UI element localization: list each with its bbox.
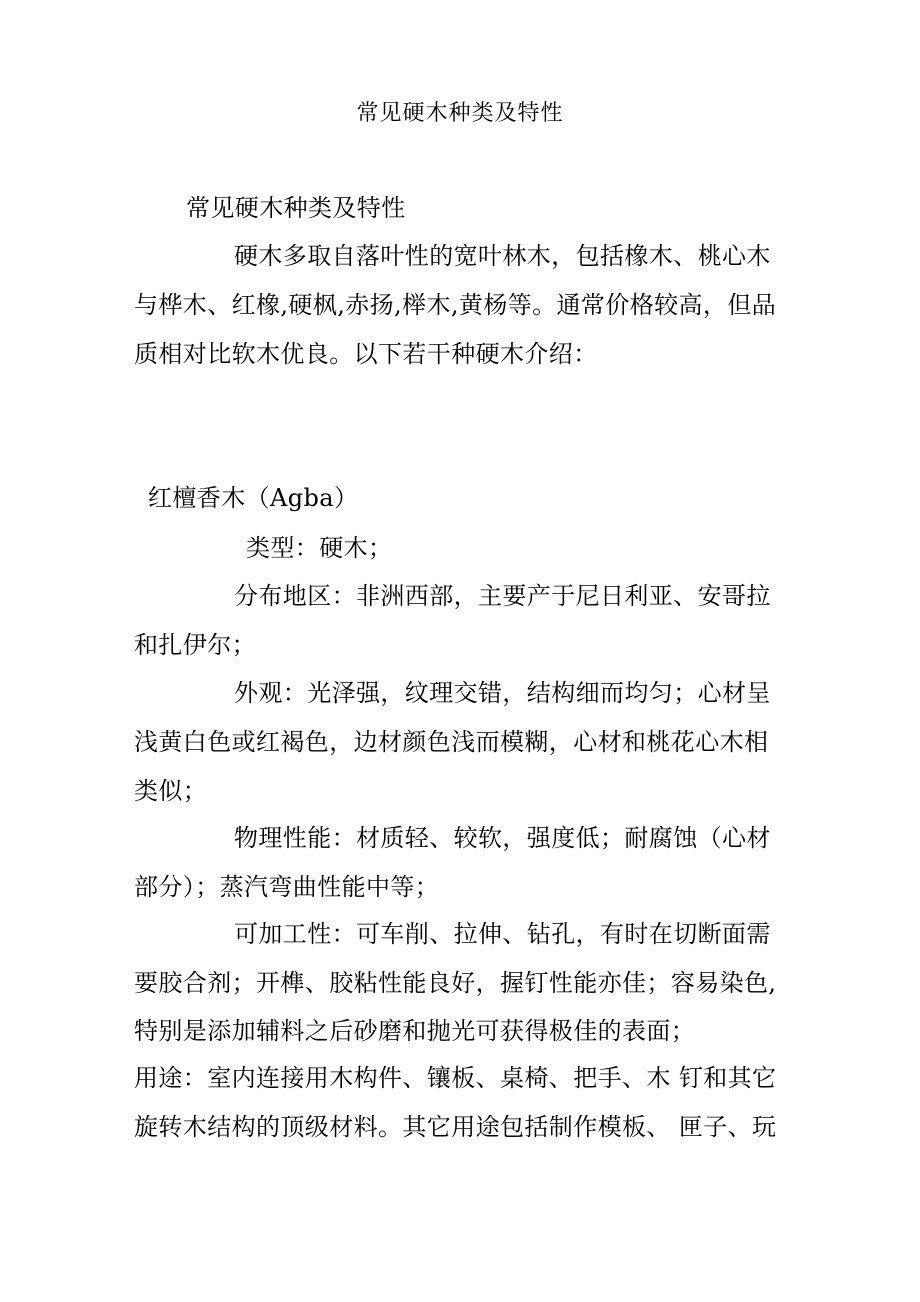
uses-line-1: 用途：室内连接用木构件、镶板、桌椅、把手、木 钉和其它 bbox=[134, 1064, 777, 1092]
workability-line-3: 特别是添加辅料之后砂磨和抛光可获得极佳的表面； bbox=[134, 1017, 696, 1045]
physical-line-1: 物理性能：材质轻、较软，强度低；耐腐蚀（心材 bbox=[234, 824, 771, 852]
wood-name-heading: 红檀香木（Agba） bbox=[148, 484, 359, 512]
appearance-line-1: 外观：光泽强，纹理交错，结构细而均匀；心材呈 bbox=[234, 679, 771, 707]
intro-line-3: 质相对比软木优良。以下若干种硬木介绍： bbox=[134, 340, 598, 368]
intro-line-1: 硬木多取自落叶性的宽叶林木，包括橡木、桃心木 bbox=[234, 242, 771, 270]
appearance-line-3: 类似； bbox=[134, 777, 208, 805]
section-heading: 常见硬木种类及特性 bbox=[186, 194, 406, 222]
workability-line-1: 可加工性：可车削、拉伸、钻孔，有时在切断面需 bbox=[234, 920, 771, 948]
workability-line-2: 要胶合剂；开榫、胶粘性能良好，握钉性能亦佳；容易染色, bbox=[134, 969, 777, 997]
distribution-line-1: 分布地区：非洲西部，主要产于尼日利亚、安哥拉 bbox=[234, 582, 771, 610]
appearance-line-2: 浅黄白色或红褐色，边材颜色浅而模糊，心材和桃花心木相 bbox=[134, 728, 769, 756]
wood-type: 类型：硬木； bbox=[246, 534, 393, 562]
intro-line-2: 与桦木、红橡,硬枫,赤扬,榉木,黄杨等。通常价格较高，但品 bbox=[134, 291, 777, 319]
physical-line-2: 部分）；蒸汽弯曲性能中等； bbox=[134, 873, 440, 901]
distribution-line-2: 和扎伊尔； bbox=[134, 631, 256, 659]
document-title: 常见硬木种类及特性 bbox=[356, 101, 564, 126]
uses-line-2: 旋转木结构的顶级材料。其它用途包括制作模板、 匣子、玩 bbox=[134, 1113, 777, 1141]
